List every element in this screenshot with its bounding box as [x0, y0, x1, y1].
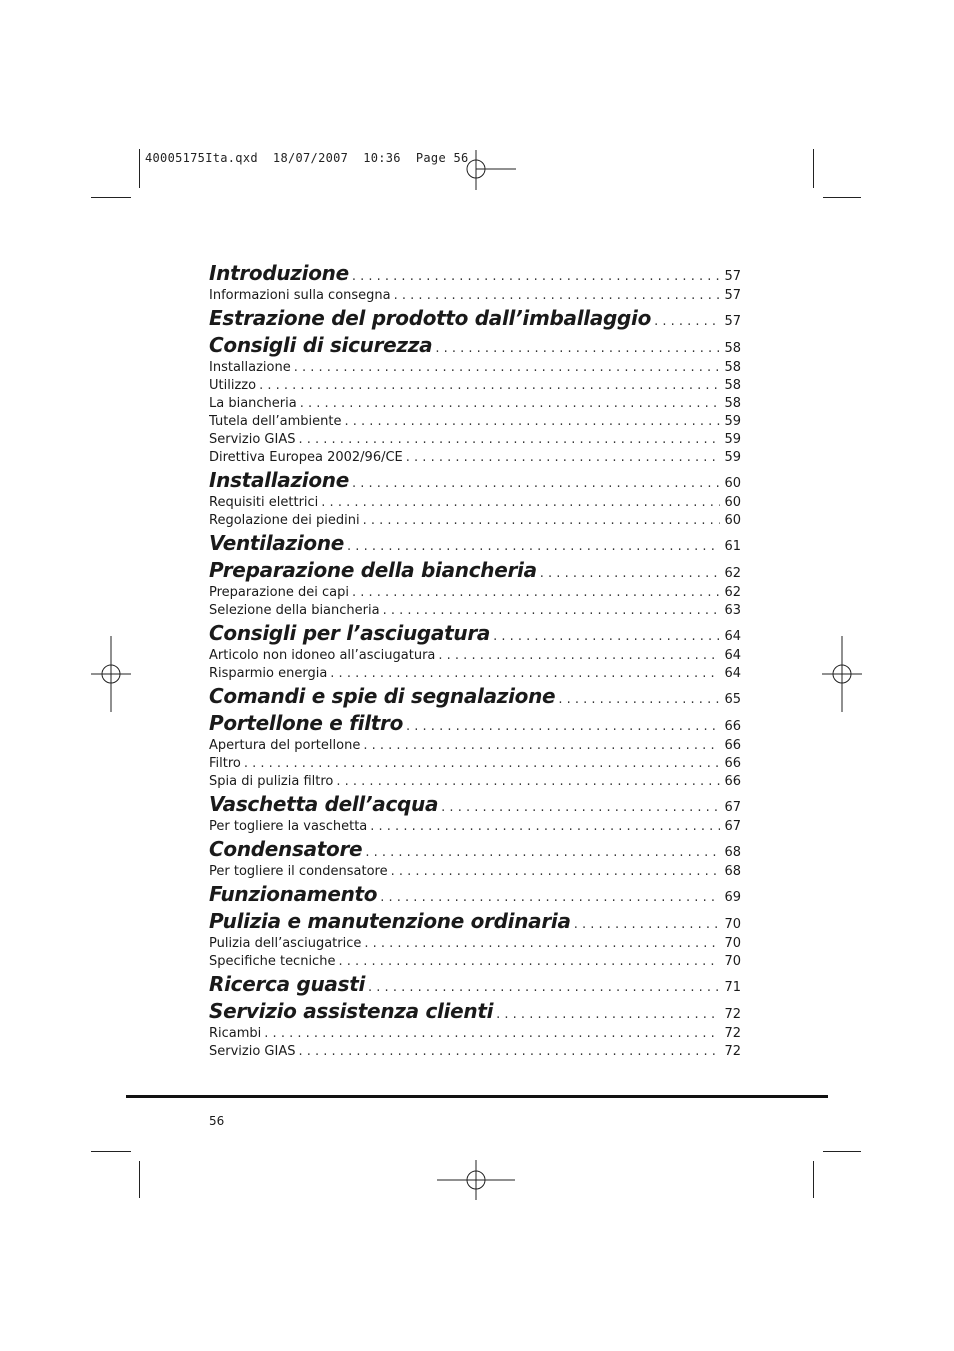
toc-subsection: [209, 432, 741, 450]
toc-leader: [654, 314, 720, 329]
toc-leader: [344, 414, 720, 429]
toc-title: Specifiche tecniche: [209, 954, 336, 969]
toc-title: Requisiti elettrici: [209, 495, 319, 510]
toc-page: 66: [724, 738, 741, 753]
toc-page: 57: [724, 314, 741, 329]
toc-title: Ventilazione: [209, 531, 345, 555]
toc-page: 66: [724, 774, 741, 789]
toc-page: 60: [724, 495, 741, 510]
registration-mark-icon: [822, 636, 862, 712]
toc-title: Direttiva Europea 2002/96/CE: [209, 450, 403, 465]
toc-page: 59: [724, 414, 741, 429]
toc-leader: [368, 980, 720, 995]
crop-mark: [823, 197, 861, 198]
toc-page: 72: [724, 1044, 741, 1059]
toc-title: Regolazione dei piedini: [209, 513, 360, 528]
toc-title: Funzionamento: [209, 882, 378, 906]
toc-page: 64: [724, 666, 741, 681]
toc-title: Preparazione dei capi: [209, 585, 349, 600]
toc-title: Spia di pulizia filtro: [209, 774, 334, 789]
toc-leader: [496, 1007, 720, 1022]
toc-page: 66: [724, 719, 741, 734]
toc-subsection: [209, 738, 741, 756]
toc-title: Ricerca guasti: [209, 972, 366, 996]
registration-mark-icon: [437, 1160, 517, 1200]
toc-leader: [364, 936, 720, 951]
toc-subsection: [209, 360, 741, 378]
toc-section: [209, 531, 741, 558]
registration-mark-icon: [456, 150, 516, 190]
toc-title: Risparmio energia: [209, 666, 328, 681]
toc-title: Comandi e spie di segnalazione: [209, 684, 556, 708]
toc-page: 57: [724, 288, 741, 303]
toc-subsection: [209, 288, 741, 306]
toc-title: Per togliere il condensatore: [209, 864, 388, 879]
toc-leader: [347, 539, 720, 554]
toc-subsection: [209, 585, 741, 603]
toc-page: 58: [724, 378, 741, 393]
toc-title: Apertura del portellone: [209, 738, 361, 753]
crop-mark: [139, 1161, 140, 1198]
toc-title: Utilizzo: [209, 378, 257, 393]
toc-page: 61: [724, 539, 741, 554]
toc-page: 68: [724, 864, 741, 879]
toc-subsection: [209, 774, 741, 792]
toc-title: Consigli di sicurezza: [209, 333, 433, 357]
toc-page: 66: [724, 756, 741, 771]
toc-title: Articolo non idoneo all’asciugatura: [209, 648, 436, 663]
toc-leader: [352, 269, 721, 284]
crop-mark: [813, 1161, 814, 1198]
toc-title: Servizio assistenza clienti: [209, 999, 494, 1023]
toc-subsection: [209, 1044, 741, 1062]
toc-title: Tutela dell’ambiente: [209, 414, 342, 429]
toc-title: Introduzione: [209, 261, 349, 285]
toc-page: 70: [724, 954, 741, 969]
crop-mark: [91, 197, 131, 198]
toc-section: [209, 261, 741, 288]
toc-page: 60: [724, 476, 741, 491]
crop-mark: [823, 1151, 861, 1152]
toc-leader: [330, 666, 720, 681]
toc-subsection: [209, 666, 741, 684]
toc-title: Portellone e filtro: [209, 711, 404, 735]
toc-section: [209, 711, 741, 738]
toc-page: 60: [724, 513, 741, 528]
toc-leader: [441, 800, 720, 815]
crop-mark: [91, 1151, 131, 1152]
toc-page: 71: [724, 980, 741, 995]
toc-title: Pulizia dell’asciugatrice: [209, 936, 362, 951]
table-of-contents: [209, 261, 741, 1062]
toc-leader: [338, 954, 720, 969]
toc-title: Informazioni sulla consegna: [209, 288, 391, 303]
toc-title: Ricambi: [209, 1026, 262, 1041]
toc-subsection: [209, 648, 741, 666]
toc-leader: [363, 513, 721, 528]
toc-title: Installazione: [209, 360, 291, 375]
toc-page: 57: [724, 269, 741, 284]
toc-subsection: [209, 1026, 741, 1044]
toc-page: 64: [724, 629, 741, 644]
toc-leader: [294, 360, 721, 375]
toc-section: [209, 837, 741, 864]
toc-leader: [394, 288, 721, 303]
toc-subsection: [209, 819, 741, 837]
toc-section: [209, 558, 741, 585]
toc-page: 62: [724, 566, 741, 581]
toc-leader: [352, 585, 721, 600]
toc-page: 69: [724, 890, 741, 905]
toc-leader: [321, 495, 720, 510]
toc-page: 64: [724, 648, 741, 663]
toc-leader: [300, 396, 721, 411]
toc-leader: [391, 864, 721, 879]
toc-title: Estrazione del prodotto dall’imballaggio: [209, 306, 652, 330]
toc-leader: [406, 719, 720, 734]
toc-title: Servizio GIAS: [209, 1044, 296, 1059]
toc-subsection: [209, 936, 741, 954]
toc-leader: [365, 845, 720, 860]
toc-section: [209, 882, 741, 909]
toc-title: Installazione: [209, 468, 349, 492]
toc-subsection: [209, 864, 741, 882]
toc-leader: [363, 738, 720, 753]
toc-subsection: [209, 396, 741, 414]
toc-title: Consigli per l’asciugatura: [209, 621, 491, 645]
toc-subsection: [209, 495, 741, 513]
footer-rule: [126, 1095, 828, 1098]
toc-subsection: [209, 954, 741, 972]
toc-subsection: [209, 756, 741, 774]
toc-subsection: [209, 450, 741, 468]
toc-page: 58: [724, 360, 741, 375]
toc-page: 59: [724, 450, 741, 465]
toc-section: [209, 468, 741, 495]
toc-leader: [493, 629, 720, 644]
toc-title: Preparazione della biancheria: [209, 558, 537, 582]
crop-mark: [139, 149, 140, 188]
toc-subsection: [209, 378, 741, 396]
toc-leader: [264, 1026, 720, 1041]
toc-page: 58: [724, 396, 741, 411]
toc-title: Pulizia e manutenzione ordinaria: [209, 909, 571, 933]
toc-title: Condensatore: [209, 837, 363, 861]
toc-subsection: [209, 603, 741, 621]
toc-title: Vaschetta dell’acqua: [209, 792, 439, 816]
toc-leader: [558, 692, 720, 707]
toc-leader: [380, 890, 720, 905]
toc-page: 58: [724, 341, 741, 356]
toc-section: [209, 306, 741, 333]
toc-section: [209, 333, 741, 360]
toc-leader: [540, 566, 721, 581]
page-number: 56: [209, 1114, 225, 1128]
toc-subsection: [209, 414, 741, 432]
toc-leader: [406, 450, 721, 465]
print-slug: 40005175Ita.qxd 18/07/2007 10:36 Page 56: [145, 151, 469, 165]
registration-mark-icon: [91, 636, 131, 712]
toc-page: 68: [724, 845, 741, 860]
toc-title: Filtro: [209, 756, 241, 771]
crop-mark: [813, 149, 814, 188]
toc-section: [209, 792, 741, 819]
toc-section: [209, 972, 741, 999]
toc-leader: [336, 774, 720, 789]
toc-section: [209, 621, 741, 648]
toc-title: La biancheria: [209, 396, 297, 411]
toc-page: 72: [724, 1026, 741, 1041]
toc-subsection: [209, 513, 741, 531]
toc-leader: [244, 756, 721, 771]
toc-page: 65: [724, 692, 741, 707]
toc-page: 63: [724, 603, 741, 618]
toc-page: 67: [724, 800, 741, 815]
toc-section: [209, 999, 741, 1026]
toc-page: 59: [724, 432, 741, 447]
toc-section: [209, 909, 741, 936]
toc-page: 72: [724, 1007, 741, 1022]
toc-section: [209, 684, 741, 711]
toc-leader: [298, 1044, 720, 1059]
toc-leader: [574, 917, 721, 932]
toc-title: Servizio GIAS: [209, 432, 296, 447]
toc-title: Per togliere la vaschetta: [209, 819, 368, 834]
toc-page: 70: [724, 917, 741, 932]
toc-page: 67: [724, 819, 741, 834]
toc-title: Selezione della biancheria: [209, 603, 380, 618]
toc-page: 62: [724, 585, 741, 600]
toc-leader: [383, 603, 721, 618]
toc-leader: [352, 476, 720, 491]
toc-leader: [370, 819, 720, 834]
toc-leader: [435, 341, 720, 356]
toc-leader: [259, 378, 720, 393]
toc-leader: [438, 648, 720, 663]
toc-page: 70: [724, 936, 741, 951]
toc-leader: [298, 432, 720, 447]
